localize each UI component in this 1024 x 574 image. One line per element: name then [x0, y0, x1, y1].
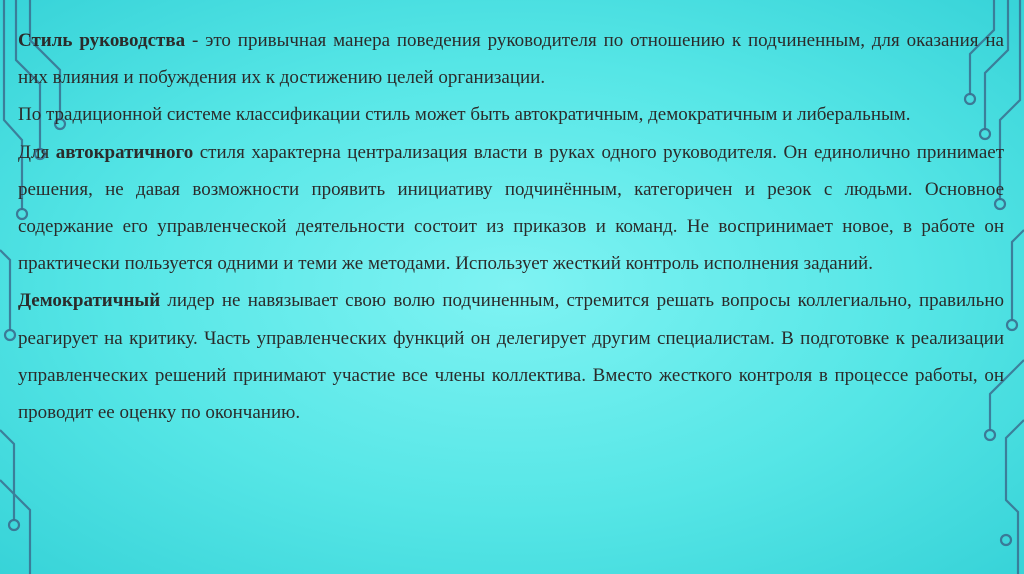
- circuit-node: [1001, 535, 1011, 545]
- paragraph-classification: [18, 96, 1004, 133]
- definition-text: - это привычная манера поведения руководителя по отношению к подчиненным, для оказания на них влияния и побуждения их к достижению целей организации.: [18, 30, 1004, 89]
- paragraph-definition: [18, 22, 1004, 96]
- circuit-node: [1007, 320, 1017, 330]
- circuit-node: [5, 330, 15, 340]
- circuit-node: [985, 430, 995, 440]
- democratic-text: лидер не навязывает свою волю подчиненным, стремится решать вопросы коллегиально, правильно реагирует на критику. Часть управленческих функций он делегирует другим специалистам. В подготовке к реализации управленческих решений принимают участие все члены коллектива. Вместо жесткого контроля в процессе работы, он проводит ее оценку по окончанию.: [18, 290, 1004, 424]
- paragraph-democratic: [18, 282, 1004, 431]
- circuit-node: [9, 520, 19, 530]
- term-democratic: Демократичный: [18, 290, 161, 312]
- autocratic-lead: Для: [18, 141, 56, 163]
- classification-text: По традиционной системе классификации стиль может быть автократичным, демократичным и либеральным.: [18, 104, 911, 126]
- autocratic-text: стиля характерна централизация власти в руках одного руководителя. Он единолично принимает решения, не давая возможности проявить инициативу подчинённым, категоричен и резок с людьми. Основное содержание его управленческой деятельности состоит из приказов и команд. Не воспринимает новое, в работе он практически пользуется одними и теми же методами. Использует жесткий контроль исполнения заданий.: [18, 141, 1005, 275]
- slide-body: [18, 22, 1004, 431]
- paragraph-autocratic: [18, 134, 1004, 283]
- term-autocratic: автократичного: [55, 141, 194, 163]
- term-leadership-style: Стиль руководства: [18, 30, 186, 51]
